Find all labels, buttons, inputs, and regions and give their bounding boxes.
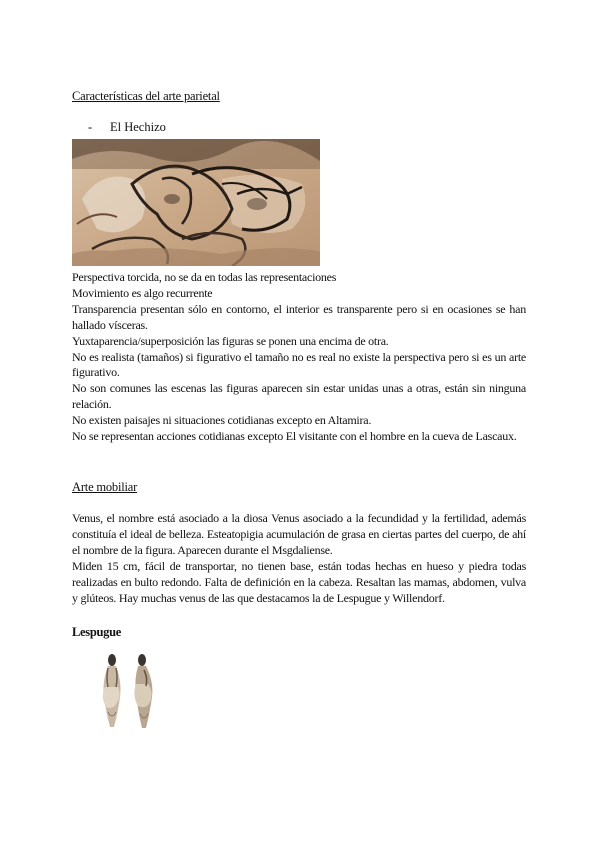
mobiliar-text-block <box>72 511 526 606</box>
venus-front-view <box>103 654 121 727</box>
mobiliar-paragraph: Venus, el nombre está asociado a la diosa Venus asociado a la fecundidad y la fertilidad, además constituía el ideal de belleza. Esteatopigia acumulación de grasa en ciertas partes del cuerpo, de ahí el nombre de la figura. Aparecen durante el Msgdaliense. <box>72 511 526 557</box>
bullet-item <box>88 120 166 135</box>
parietal-paragraph: No existen paisajes ni situaciones cotidianas excepto en Altamira. <box>72 413 372 428</box>
parietal-paragraph: No se representan acciones cotidianas excepto El visitante con el hombre en la cueva de Lascaux. <box>72 429 517 444</box>
bullet-text: El Hechizo <box>110 120 166 134</box>
mobiliar-heading: Arte mobiliar <box>72 480 138 494</box>
mobiliar-paragraph: Miden 15 cm, fácil de transportar, no tienen base, están todas hechas en hueso y piedra todas realizadas en bulto redondo. Falta de definición en la cabeza. Resaltan las mamas, abdomen, vulva y glúteos. Hay muchas venus de las que destacamos la de Lespugue y Willendorf. <box>72 558 526 605</box>
bullet-dash: - <box>88 120 93 134</box>
cave-painting-image <box>72 139 320 266</box>
parietal-heading: Características del arte parietal <box>72 89 220 103</box>
parietal-paragraph: Movimiento es algo recurrente <box>72 285 213 300</box>
parietal-paragraph: No es realista (tamaños) si figurativo el tamaño no es real no existe la perspectiva pero si es un arte figurativo. <box>72 349 526 380</box>
parietal-paragraph: No son comunes las escenas las figuras aparecen sin estar unidas unas a otras, están sin ninguna relación. <box>72 381 526 412</box>
lespugue-heading: Lespugue <box>72 625 122 639</box>
parietal-text-block <box>72 270 526 445</box>
venus-side-view <box>134 654 152 728</box>
parietal-paragraph: Perspectiva torcida, no se da en todas las representaciones <box>72 270 337 284</box>
parietal-paragraph: Transparencia presentan sólo en contorno, el interior es transparente pero si en ocasiones se han hallado vísceras. <box>72 301 526 332</box>
parietal-paragraph: Yuxtaparencia/superposición las figuras se ponen una encima de otra. <box>72 333 389 348</box>
venus-lespugue-image <box>96 652 166 732</box>
